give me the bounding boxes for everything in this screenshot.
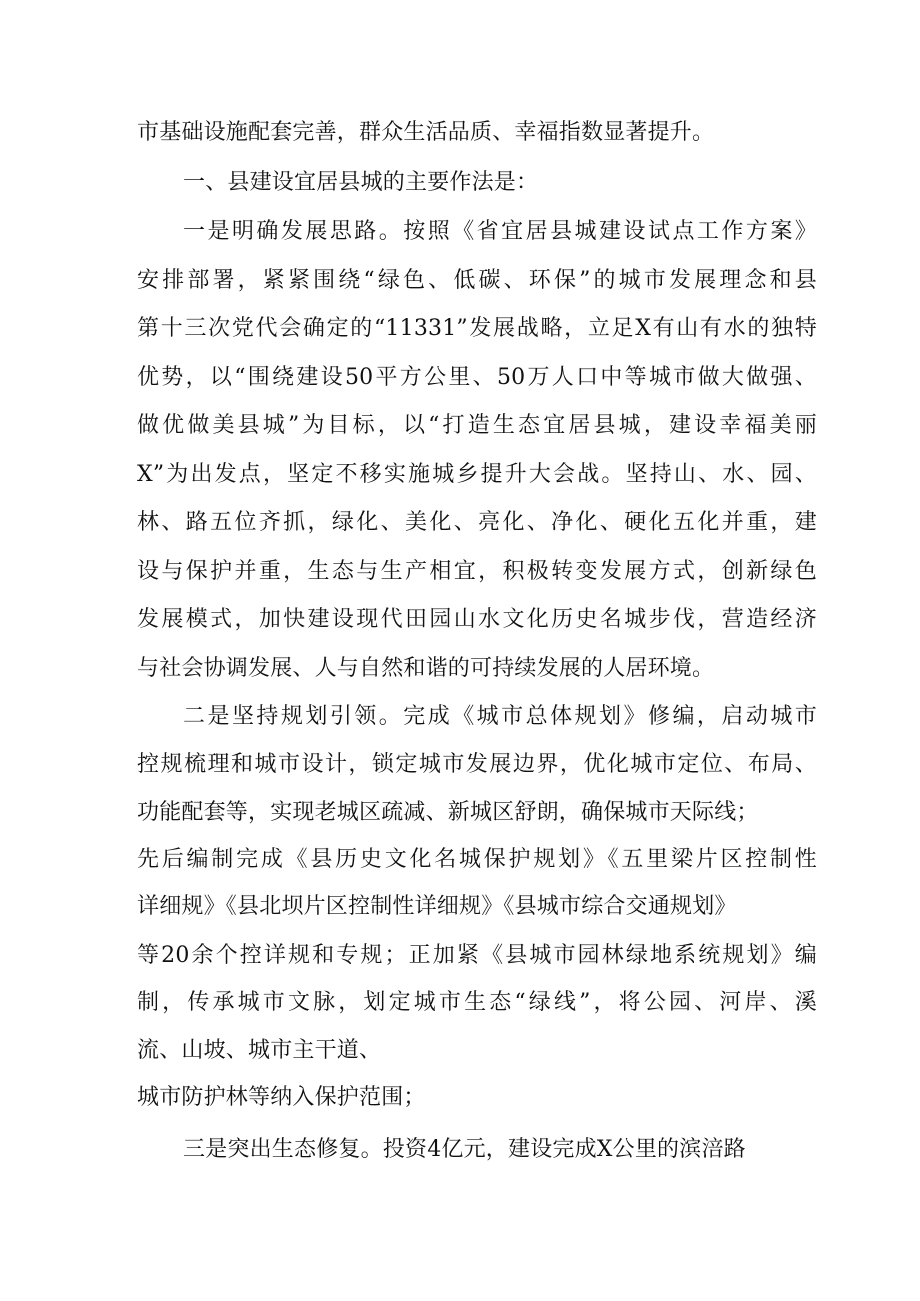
text-line: 控规梳理和城市设计，锁定城市发展边界，优化城市定位、布局、 (137, 752, 817, 777)
text-line: 优势，以“围绕建设50平方公里、50万人口中等城市做大做强、 (137, 365, 817, 390)
text-line: 等20余个控详规和专规；正加紧《县城市园林绿地系统规划》编 (137, 943, 817, 968)
text-line: 市基础设施配套完善，群众生活品质、幸福指数显著提升。 (137, 120, 715, 145)
text-line: 一是明确发展思路。按照《省宜居县城建设试点工作方案》 (183, 219, 817, 244)
text-line: 功能配套等，实现老城区疏减、新城区舒朗，确保城市天际线； (137, 800, 759, 825)
text-line: 安排部署，紧紧围绕“绿色、低碳、环保”的城市发展理念和县 (137, 268, 817, 293)
text-line: 发展模式，加快建设现代田园山水文化历史名城步伐，营造经济 (137, 607, 817, 632)
text-line: 二是坚持规划引领。完成《城市总体规划》修编，启动城市 (183, 704, 817, 729)
text-line: 流、山坡、城市主干道、 (137, 1038, 382, 1063)
section-heading: 一、县建设宜居县城的主要作法是： (183, 170, 539, 195)
text-line: 先后编制完成《县历史文化名城保护规划》《五里梁片区控制性 (137, 847, 817, 872)
text-line: 三是突出生态修复。投资4亿元，建设完成X公里的滨涪路 (183, 1137, 746, 1162)
text-line: 做优做美县城”为目标，以“打造生态宜居县城，建设幸福美丽 (137, 413, 817, 438)
text-line: 制，传承城市文脉，划定城市生态“绿线”，将公园、河岸、溪 (137, 990, 817, 1015)
text-line: 城市防护林等纳入保护范围； (137, 1085, 426, 1110)
text-line: 第十三次党代会确定的“11331”发展战略，立足X有山有水的独特 (137, 316, 817, 341)
text-line: 林、路五位齐抓，绿化、美化、亮化、净化、硬化五化并重，建 (137, 510, 817, 535)
text-line: X”为出发点，坚定不移实施城乡提升大会战。坚持山、水、园、 (137, 462, 817, 487)
text-line: 详细规》《县北坝片区控制性详细规》《县城市综合交通规划》 (137, 894, 737, 919)
text-line: 与社会协调发展、人与自然和谐的可持续发展的人居环境。 (137, 656, 715, 681)
text-line: 设与保护并重，生态与生产相宜，积极转变发展方式，创新绿色 (137, 559, 817, 584)
